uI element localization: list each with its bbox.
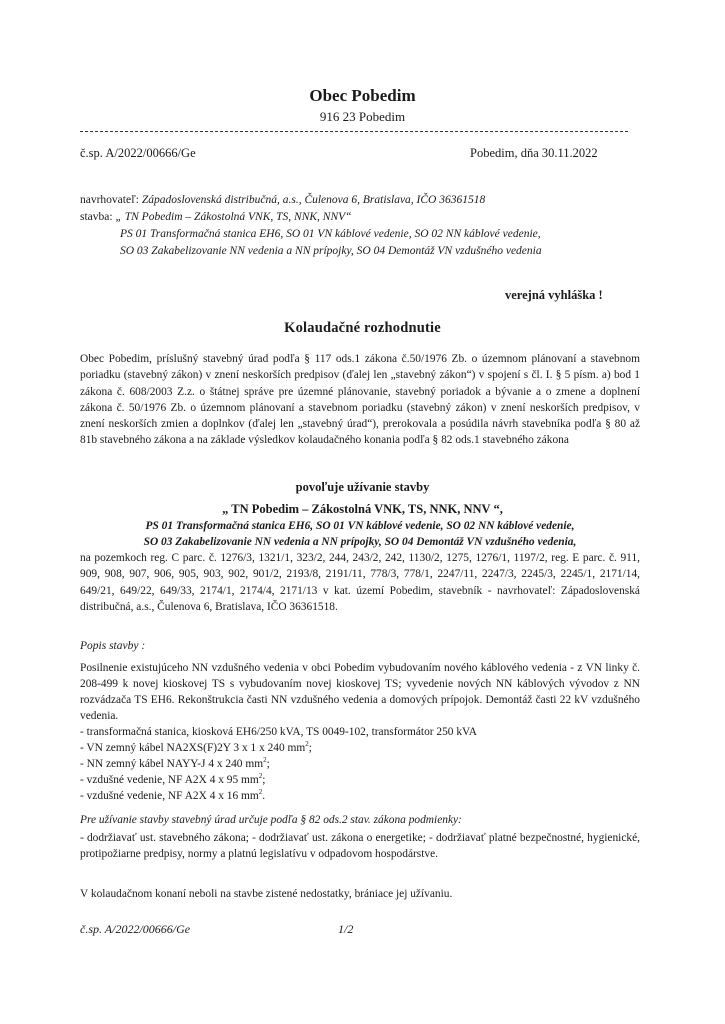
- building-parts-2: SO 03 Zakabelizovanie NN vedenia a NN prípojky, SO 04 Demontáž VN vzdušného vedenia: [120, 245, 542, 257]
- final-statement: V kolaudačnom konaní neboli na stavbe zistené nedostatky, brániace jej užívaniu.: [80, 888, 453, 900]
- place-date: Pobedim, dňa 30.11.2022: [470, 146, 598, 160]
- description-title: Popis stavby :: [80, 640, 146, 652]
- description-item: - vzdušné vedenie, NF A2X 4 x 16 $mm^2$.: [80, 788, 266, 802]
- permit-plots-paragraph: na pozemkoch reg. C parc. č. 1276/3, 1321/1, 323/2, 244, 243/2, 242, 1130/2, 1275, 1276/1, 1197/2, reg. E parc. č. 911, 909, 908, 907, 906, 905, 903, 902, 901/2, 2193/8, 2191/11, 778/3, 778/1, 2247/11, 2247/3, 2245/3, 2245/1, 2171/14, 649/21, 649/22, 649/33, 2174/1, 2174/4, 2171/13 v kat. území Pobedim, stavebník - navrhovateľ: Západoslovenská distribučná, a.s., Čulenova 6, Bratislava, IČO 36361518.: [80, 552, 640, 613]
- intro-paragraph: Obec Pobedim, príslušný stavebný úrad podľa § 117 ods.1 zákona č.50/1976 Zb. o územnom plánovaní a stavebnom poriadku (stavebný zákon) v znení neskorších predpisov (ďalej len „stavebný zákon“) v spojení s čl. I. § 5 písm. a) bod 1 zákona č. 608/2003 Z.z. o štátnej správe pre územné plánovanie, stavebný poriadok a bývanie a o zmene a doplnení zákona č. 50/1976 Zb. o územnom plánovaní a stavebnom poriadku (stavebný zákon) v znení neskorších predpisov, v znení neskorších zmien a doplnkov (ďalej len „stavebný úrad“), prerokovala a posúdila návrh stavebníka podľa § 80 až 81b stavebného zákona a na základe výsledkov kolaudačného konania podľa § 82 ods.1 stavebného zákona: [80, 353, 640, 447]
- building-value: „ TN Pobedim – Zákostolná VNK, TS, NNK, NNV“: [115, 211, 352, 223]
- decision-title: Kolaudačné rozhodnutie: [284, 320, 441, 336]
- applicant-value: Západoslovenská distribučná, a.s., Čulenova 6, Bratislava, IČO 36361518: [141, 194, 486, 206]
- case-metadata: [80, 192, 640, 260]
- footer-file-number: č.sp. A/2022/00666/Ge: [80, 922, 191, 936]
- description-section: [80, 660, 640, 804]
- permit-heading: povoľuje užívanie stavby: [295, 480, 430, 494]
- description-item: - vzdušné vedenie, NF A2X 4 x 95 $mm^2$;: [80, 772, 266, 786]
- building-parts-1: PS 01 Transformačná stanica EH6, SO 01 VN káblové vedenie, SO 02 NN káblové vedenie,: [120, 228, 541, 240]
- description-text: Posilnenie existujúceho NN vzdušného vedenia v obci Pobedim vybudovaním nového káblového vedenia - z VN linky č. 208-499 k novej kioskovej TS s vybudovaním novej kioskovej TS; vyvedenie nových NN káblových vývodov z NN rozvádzača TS EH6. Rekonštrukcia časti NN vzdušného vedenia a domových prípojok. Demontáž časti 22 kV vzdušného vedenia.: [80, 662, 640, 722]
- conditions-title: Pre užívanie stavby stavebný úrad určuje podľa § 82 ods.2 stav. zákona podmienky:: [80, 814, 462, 826]
- permit-building-parts: [80, 518, 640, 550]
- description-item: - VN zemný kábel NA2XS(F)2Y 3 x 1 x 240 $mm^2$;: [80, 740, 312, 754]
- building-line: [80, 209, 640, 226]
- applicant-line: [80, 192, 640, 209]
- page-number: 1/2: [338, 922, 354, 936]
- permit-building-name: „ TN Pobedim – Zákostolná VNK, TS, NNK, NNV “,: [222, 502, 503, 516]
- municipality-title: Obec Pobedim: [309, 86, 416, 105]
- permit-parts-line-1: PS 01 Transformačná stanica EH6, SO 01 VN káblové vedenie, SO 02 NN káblové vedenie,: [145, 520, 575, 532]
- municipality-address: 916 23 Pobedim: [319, 109, 406, 124]
- conditions-text: - dodržiavať ust. stavebného zákona; - dodržiavať ust. zákona o energetike; - dodržiavať platné bezpečnostné, hygienické, protipožiarne predpisy, normy a platnú legislatívu v odpadovom hospodárstve.: [80, 832, 640, 861]
- header-divider: [80, 131, 628, 132]
- description-item: - transformačná stanica, kiosková EH6/250 kVA, TS 0049-102, transformátor 250 kVA: [80, 726, 478, 738]
- description-item: - NN zemný kábel NAYY-J 4 x 240 $mm^2$;: [80, 756, 270, 770]
- building-label: stavba:: [80, 211, 113, 223]
- applicant-label: navrhovateľ:: [80, 194, 139, 206]
- permit-parts-line-2: SO 03 Zakabelizovanie NN vedenia a NN prípojky, SO 04 Demontáž VN vzdušného vedenia,: [143, 536, 577, 548]
- public-notice-label: verejná vyhláška !: [505, 288, 603, 302]
- file-number: č.sp. A/2022/00666/Ge: [80, 146, 196, 160]
